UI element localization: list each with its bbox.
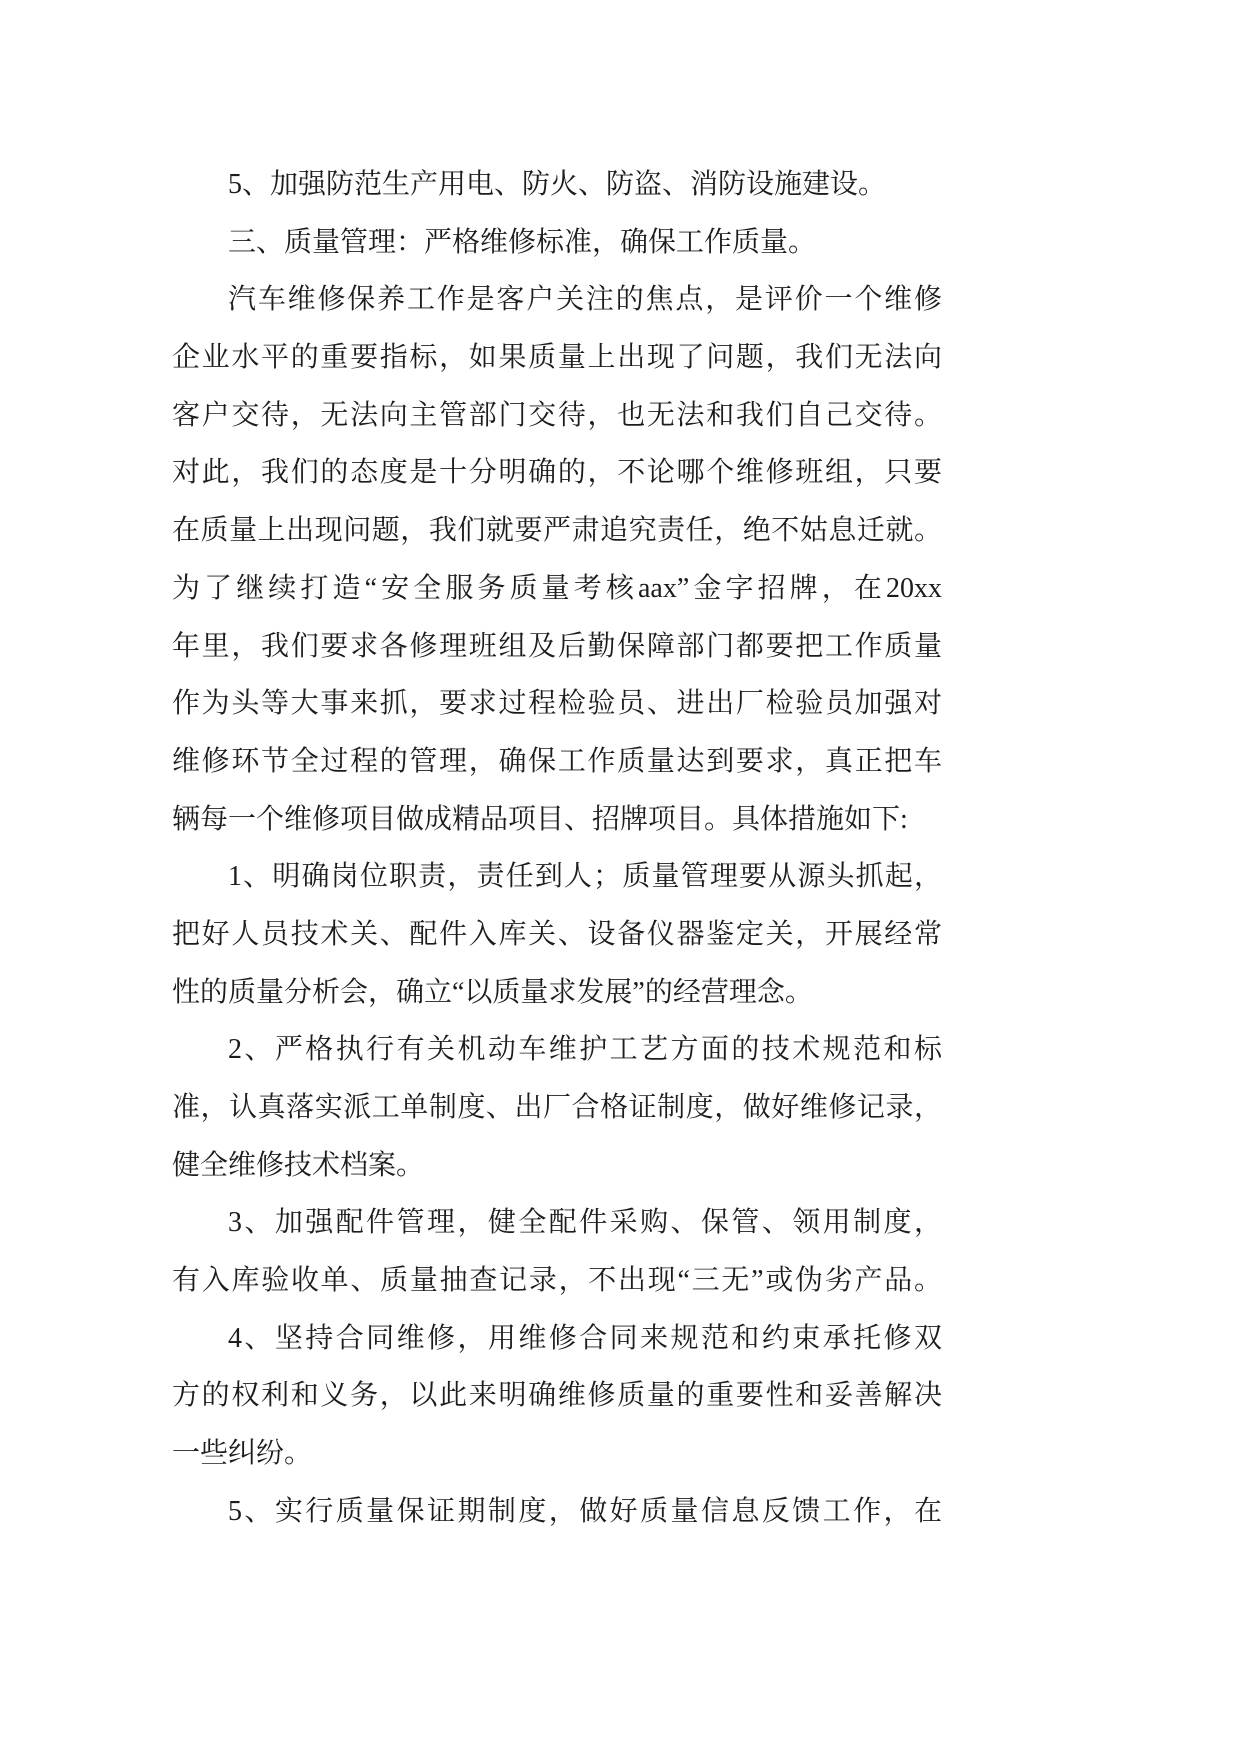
text-line: 年里，我们要求各修理班组及后勤保障部门都要把工作质量: [172, 630, 942, 662]
text-line: 辆每一个维修项目做成精品项目、招牌项目。具体措施如下:: [172, 803, 908, 835]
paragraph-quality-intro: [172, 271, 942, 848]
section-heading: 三、质量管理：严格维修标准，确保工作质量。: [228, 226, 817, 258]
paragraph-measure-3: [172, 1194, 942, 1309]
text-line: 5、实行质量保证期制度，做好质量信息反馈工作，在: [228, 1495, 942, 1527]
text-line: 作为头等大事来抓，要求过程检验员、进出厂检验员加强对: [172, 688, 942, 720]
text-line: 为了继续打造“安全服务质量考核aax”金字招牌，在20xx: [172, 572, 942, 604]
text-line: 3、加强配件管理，健全配件采购、保管、领用制度，: [228, 1207, 942, 1239]
text-line: 健全维修技术档案。: [172, 1149, 425, 1181]
paragraph-measure-1: [172, 848, 942, 1021]
text-line: 把好人员技术关、配件入库关、设备仪器鉴定关，开展经常: [172, 918, 942, 950]
paragraph-fire-safety: [172, 156, 942, 214]
paragraph-measure-5: [172, 1483, 942, 1541]
text-line: 汽车维修保养工作是客户关注的焦点，是评价一个维修: [228, 284, 942, 316]
text-line: 5、加强防范生产用电、防火、防盗、消防设施建设。: [228, 169, 887, 200]
paragraph-measure-2: [172, 1021, 942, 1194]
section-heading-quality-management: [172, 214, 942, 272]
text-line: 4、坚持合同维修，用维修合同来规范和约束承托修双: [228, 1322, 942, 1354]
text-line: 企业水平的重要指标，如果质量上出现了问题，我们无法向: [172, 342, 942, 374]
text-line: 维修环节全过程的管理，确保工作质量达到要求，真正把车: [172, 745, 942, 777]
paragraph-measure-4: [172, 1310, 942, 1483]
text-line: 方的权利和义务，以此来明确维修质量的重要性和妥善解决: [172, 1380, 942, 1412]
text-line: 一些纠纷。: [172, 1438, 313, 1470]
text-line: 1、明确岗位职责，责任到人；质量管理要从源头抓起，: [228, 861, 942, 893]
document-body: [172, 156, 942, 1541]
text-line: 对此，我们的态度是十分明确的，不论哪个维修班组，只要: [172, 457, 942, 489]
text-line: 2、严格执行有关机动车维护工艺方面的技术规范和标: [228, 1034, 942, 1066]
text-line: 有入库验收单、质量抽查记录，不出现“三无”或伪劣产品。: [172, 1265, 942, 1297]
text-line: 在质量上出现问题，我们就要严肃追究责任，绝不姑息迁就。: [172, 515, 942, 547]
text-line: 性的质量分析会，确立“以质量求发展”的经营理念。: [172, 976, 813, 1008]
text-line: 准，认真落实派工单制度、出厂合格证制度，做好维修记录，: [172, 1092, 942, 1123]
text-line: 客户交待，无法向主管部门交待，也无法和我们自己交待。: [172, 399, 942, 431]
